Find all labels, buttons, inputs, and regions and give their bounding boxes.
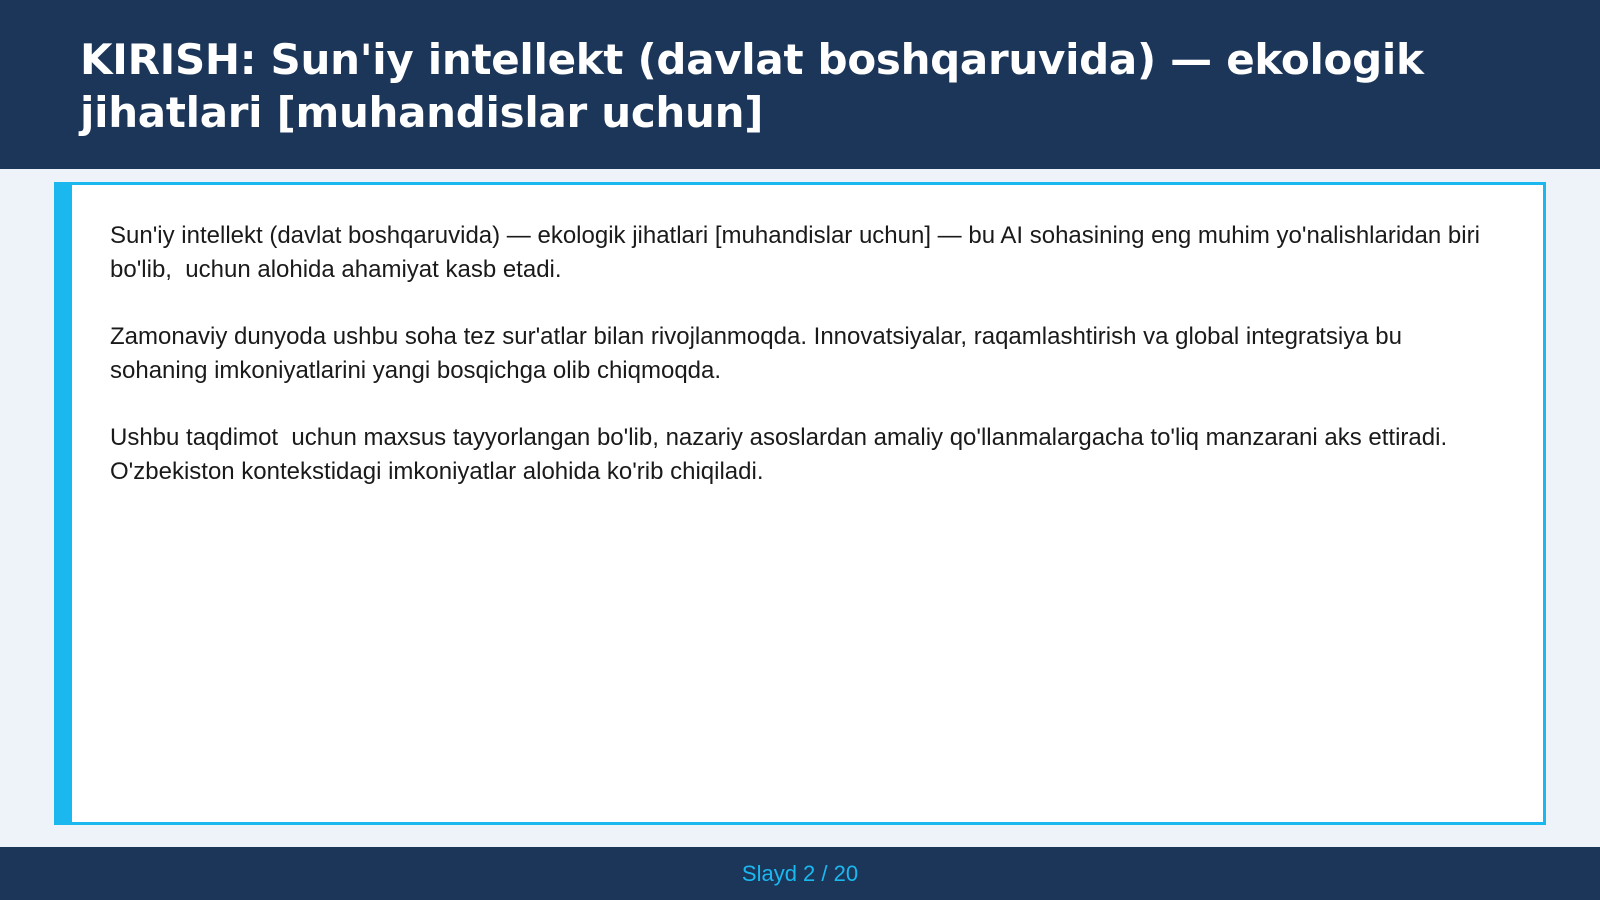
slide-header [0,0,1600,169]
intro-paragraph: Sun'iy intellekt (davlat boshqaruvida) — ekologik jihatlari [muhandislar uchun] — bu AI sohasining eng muhim yo'nalishlaridan biri bo'lib, uchun alohida ahamiyat kasb etadi. [110,222,1487,283]
content-card [54,182,1546,825]
slide-title: KIRISH: Sun'iy intellekt (davlat boshqaruvida) — ekologik jihatlari [muhandislar uchun] [80,35,1424,137]
purpose-paragraph: Ushbu taqdimot uchun maxsus tayyorlangan bo'lib, nazariy asoslardan amaliy qo'llanmalargacha to'liq manzarani aks ettiradi. O'zbekiston kontekstidagi imkoniyatlar alohida ko'rib chiqiladi. [110,424,1454,485]
context-paragraph: Zamonaviy dunyoda ushbu soha tez sur'atlar bilan rivojlanmoqda. Innovatsiyalar, raqamlashtirish va global integratsiya bu sohaning imkoniyatlarini yangi bosqichga olib chiqmoqda. [110,323,1409,384]
slide-footer [0,847,1600,900]
slide-number: Slayd 2 / 20 [741,860,859,886]
